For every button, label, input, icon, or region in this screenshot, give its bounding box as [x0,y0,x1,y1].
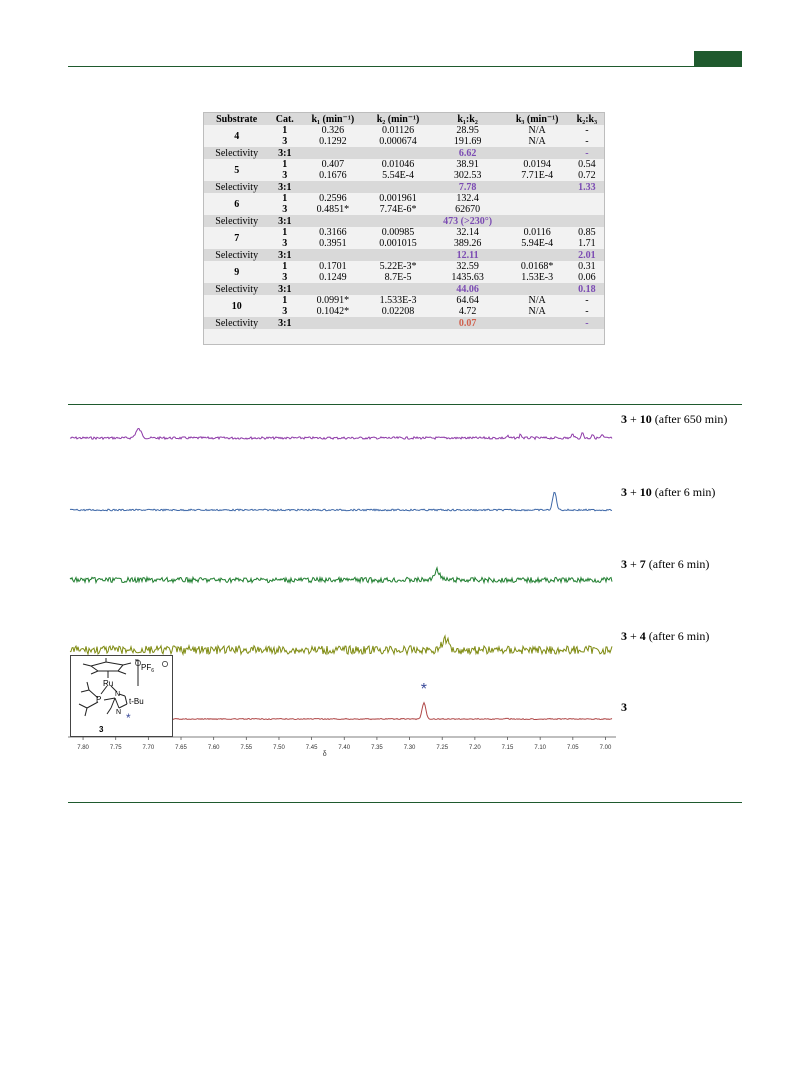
header-k2-k3: k₂:k₃ [570,113,604,125]
empty-cell [505,317,570,329]
k3-cell: 1.53E-3 [521,272,554,283]
empty-cell [505,147,570,159]
x-tick-label: 7.60 [207,745,220,751]
k2-k3-cell: - [585,306,589,317]
empty-cell [505,181,570,193]
header-k2: k₂ (min⁻¹) [365,113,430,125]
k3-cell: 0.0168* [520,261,554,272]
table-row [204,159,604,170]
k3-cell: 7.71E-4 [521,170,554,181]
table-row [204,193,604,204]
trace-label-1: 3 + 10 (after 650 min) [621,412,728,426]
structure-asterisk: * [126,711,131,725]
substrate-cell: 5 [234,164,240,176]
catalyst-cell: 3 [282,170,288,181]
k1-k2-cell: 62670 [455,204,481,215]
spectrum-trace-3 [70,568,612,583]
x-axis-label: δ [322,751,327,758]
k1-cell: 0.4851* [316,204,350,215]
k1-cell: 0.1042* [316,306,350,317]
k1-k2-cell: 191.69 [453,136,482,147]
k3-cell: N/A [528,295,546,306]
compound-number: 3 [99,725,104,734]
table-row [204,295,604,306]
selectivity-row [204,147,604,159]
x-tick-label: 7.15 [501,745,514,751]
selectivity-label: Selectivity [204,283,269,295]
x-tick-label: 7.40 [338,745,351,751]
selectivity-k2-k3: 0.18 [570,283,604,295]
k3-cell [505,193,570,204]
k1-k2-cell: 64.64 [456,295,479,306]
figure-bottom-rule [68,802,742,803]
substrate-cell: 7 [234,232,240,244]
x-tick-label: 7.05 [566,745,579,751]
k1-cell: 0.1249 [319,272,347,283]
k2-k3-cell [570,193,604,204]
k2-cell: 0.00985 [381,227,415,238]
selectivity-ratio: 3:1 [269,147,300,159]
k2-k3-cell [570,204,604,215]
catalyst-cell: 1 [282,125,288,136]
x-tick-label: 7.50 [273,745,285,751]
table-row [204,261,604,272]
k2-k3-cell: 0.72 [578,170,596,181]
ruthenium-complex-structure [71,656,172,736]
selectivity-k2-k3 [570,215,604,227]
x-tick-label: 7.00 [599,745,612,751]
k2-k3-cell: 0.85 [578,227,596,238]
catalyst-cell: 3 [282,204,288,215]
selectivity-row [204,181,604,193]
spectrum-trace-2 [70,493,612,511]
k1-k2-cell: 389.26 [453,238,482,249]
selectivity-label: Selectivity [204,181,269,193]
k1-k2-cell: 132.4 [456,193,479,204]
selectivity-k1-k2: 0.07 [431,317,505,329]
k3-cell: 5.94E-4 [521,238,554,249]
k1-cell: 0.2596 [319,193,347,204]
k2-cell: 1.533E-3 [379,295,417,306]
empty-cell [365,283,430,295]
k2-k3-cell: 0.31 [578,261,596,272]
selectivity-k1-k2: 12.11 [431,249,505,261]
selectivity-row [204,317,604,329]
trace-label-4: 3 + 4 (after 6 min) [621,629,710,643]
selectivity-ratio: 3:1 [269,181,300,193]
table-row [204,227,604,238]
k2-k3-cell: - [585,125,589,136]
empty-cell [505,283,570,295]
k3-cell: N/A [528,136,546,147]
empty-cell [505,249,570,261]
x-tick-label: 7.25 [436,745,449,751]
catalyst-cell: 1 [282,193,288,204]
catalyst-cell: 1 [282,261,288,272]
k2-k3-cell: 0.06 [578,272,596,283]
empty-cell [365,215,430,227]
table-row [204,125,604,136]
k1-k2-cell: 32.14 [456,227,479,238]
catalyst-cell: 3 [282,136,288,147]
x-tick-label: 7.75 [109,745,122,751]
x-tick-label: 7.35 [371,745,383,751]
k1-k2-cell: 38.91 [456,159,479,170]
x-tick-label: 7.45 [305,745,318,751]
k2-k3-cell: - [585,136,589,147]
catalyst-cell: 1 [282,227,288,238]
header-k1-k2: k₁:k₂ [431,113,505,125]
catalyst-cell: 1 [282,159,288,170]
k2-cell: 5.22E-3* [379,261,417,272]
selectivity-k2-k3: 2.01 [570,249,604,261]
k1-cell: 0.407 [321,159,345,170]
catalyst-cell: 3 [282,272,288,283]
empty-cell [365,147,430,159]
empty-cell [365,317,430,329]
selectivity-k1-k2: 473 (>230°) [431,215,505,227]
k1-cell: 0.326 [321,125,345,136]
nitrogen-label-1: N [115,691,121,698]
k2-cell: 0.000674 [379,136,417,147]
x-tick-label: 7.65 [175,745,187,751]
counterion-label: $PF_6$ [141,663,155,674]
k1-k2-cell: 1435.63 [451,272,484,283]
k3-cell: 0.0194 [523,159,551,170]
k1-k2-cell: 32.59 [456,261,479,272]
nmr-spectra [0,404,809,802]
selectivity-k2-k3: - [570,147,604,159]
trace-label-3: 3 + 7 (after 6 min) [621,557,710,571]
selectivity-label: Selectivity [204,317,269,329]
x-tick-label: 7.80 [77,745,89,751]
x-tick-label: 7.70 [142,745,155,751]
selectivity-label: Selectivity [204,249,269,261]
substrate-cell: 4 [234,130,240,142]
substrate-cell: 10 [231,300,242,312]
selectivity-k2-k3: - [570,317,604,329]
empty-cell [300,147,365,159]
negative-charge-icon [162,661,167,666]
selectivity-k1-k2: 44.06 [431,283,505,295]
selectivity-row [204,283,604,295]
selectivity-row [204,249,604,261]
header-catalyst: Cat. [269,113,300,125]
k2-k3-cell: 0.54 [578,159,596,170]
empty-cell [365,181,430,193]
header-substrate: Substrate [204,113,269,125]
metal-label: Ru [103,679,114,688]
substrate-cell: 9 [234,266,240,278]
selectivity-ratio: 3:1 [269,317,300,329]
empty-cell [300,181,365,193]
selectivity-label: Selectivity [204,147,269,159]
k1-k2-cell: 302.53 [453,170,482,181]
k2-cell: 8.7E-5 [384,272,412,283]
catalyst-cell: 3 [282,306,288,317]
x-tick-label: 7.10 [534,745,547,751]
x-tick-label: 7.30 [403,745,416,751]
phosphorus-label: P [96,695,102,704]
spectrum-trace-1 [70,429,612,440]
x-tick-label: 7.20 [469,745,481,751]
k2-cell: 7.74E-6* [379,204,417,215]
k2-cell: 0.01126 [381,125,415,136]
selectivity-ratio: 3:1 [269,283,300,295]
k3-cell: 0.0116 [523,227,551,238]
empty-cell [300,317,365,329]
trace-label-5: 3 [621,700,627,714]
tbu-label: t-Bu [129,697,144,706]
empty-cell [505,215,570,227]
k2-k3-cell: - [585,295,589,306]
header-rule [68,66,742,67]
empty-cell [365,249,430,261]
k1-k2-cell: 4.72 [458,306,477,317]
k1-cell: 0.1701 [319,261,347,272]
peak-marker-asterisk: * [420,681,428,698]
header-tab [694,51,742,67]
selectivity-k1-k2: 7.78 [431,181,505,193]
x-tick-label: 7.55 [240,745,253,751]
catalyst-cell: 1 [282,295,288,306]
selectivity-label: Selectivity [204,215,269,227]
spectrum-trace-4 [70,636,612,654]
substrate-cell: 6 [234,198,240,210]
catalyst-cell: 3 [282,238,288,249]
k2-cell: 0.01046 [381,159,415,170]
trace-label-2: 3 + 10 (after 6 min) [621,485,716,499]
nitrogen-label-2: N [116,709,122,716]
empty-cell [300,215,365,227]
selectivity-ratio: 3:1 [269,249,300,261]
empty-cell [300,283,365,295]
k2-cell: 5.54E-4 [382,170,415,181]
empty-cell [300,249,365,261]
k1-cell: 0.0991* [316,295,350,306]
k2-k3-cell: 1.71 [578,238,596,249]
k1-cell: 0.3951 [319,238,347,249]
table-header-row [204,113,604,125]
selectivity-k2-k3: 1.33 [570,181,604,193]
structure-inset [70,655,173,737]
k2-cell: 0.001961 [379,193,417,204]
k2-cell: 0.001015 [379,238,417,249]
k1-cell: 0.1676 [319,170,347,181]
k1-k2-cell: 28.95 [456,125,479,136]
selectivity-row [204,215,604,227]
k3-cell: N/A [528,306,546,317]
selectivity-ratio: 3:1 [269,215,300,227]
header-k3: k₃ (min⁻¹) [505,113,570,125]
header-k1: k₁ (min⁻¹) [300,113,365,125]
k3-cell: N/A [528,125,546,136]
rate-constants-table [203,112,605,345]
k1-cell: 0.1292 [319,136,347,147]
k3-cell [505,204,570,215]
selectivity-k1-k2: 6.62 [431,147,505,159]
k1-cell: 0.3166 [319,227,347,238]
k2-cell: 0.02208 [381,306,415,317]
